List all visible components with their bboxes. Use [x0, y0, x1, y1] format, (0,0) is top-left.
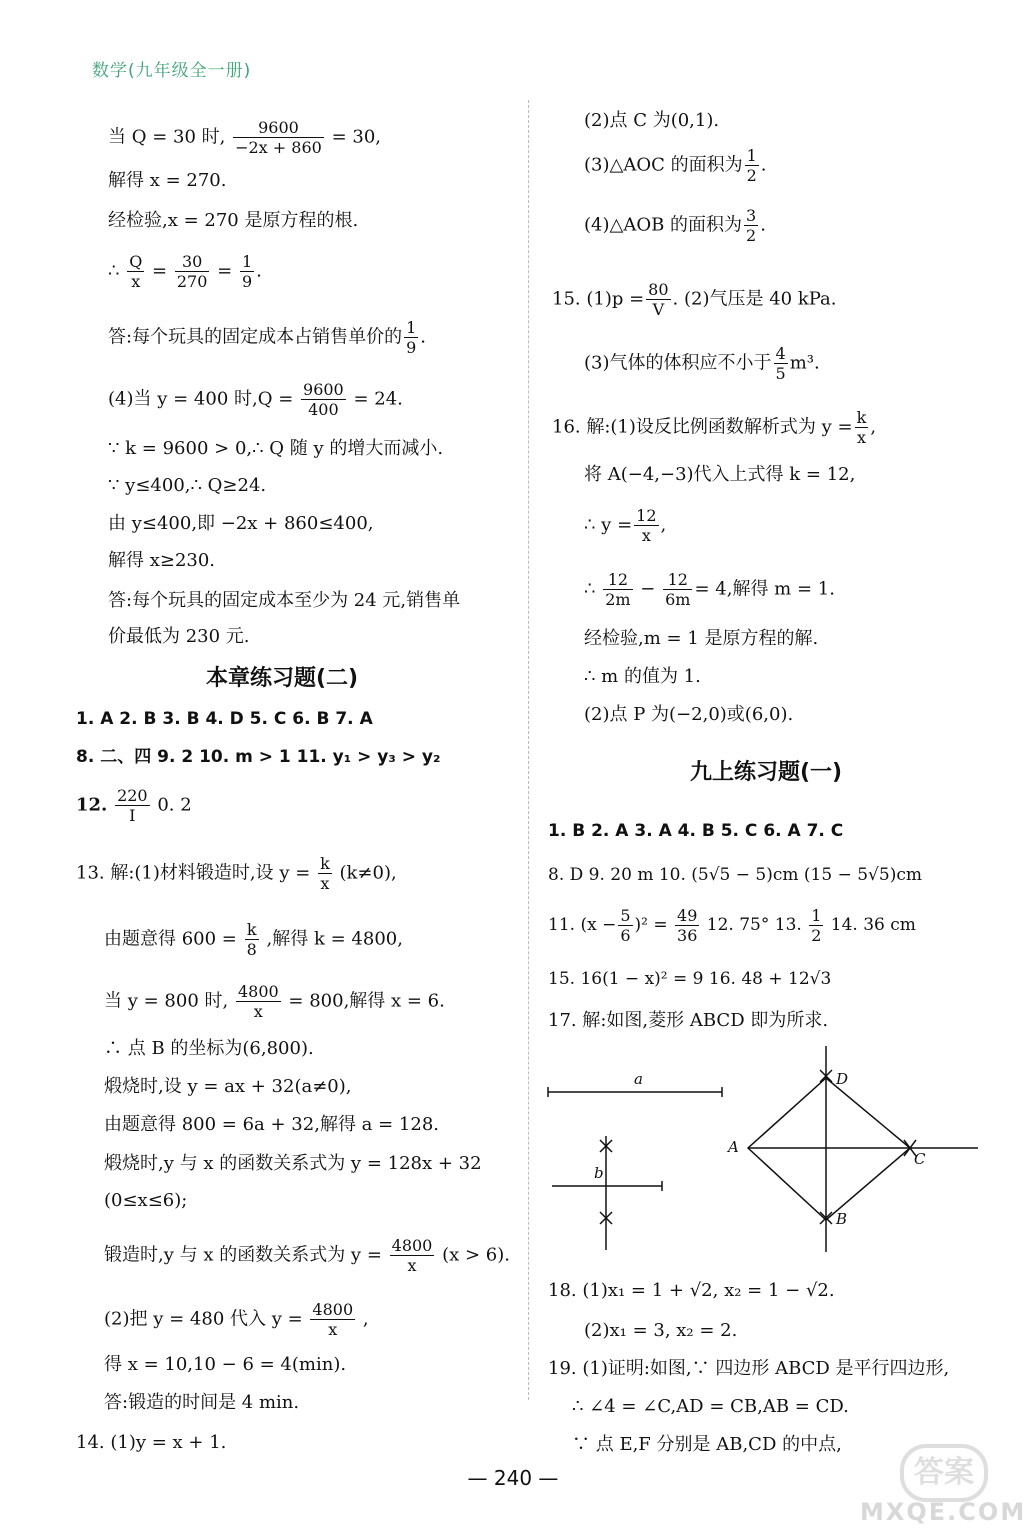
fraction — [236, 982, 281, 1021]
answer-line — [108, 380, 403, 419]
fraction — [634, 506, 658, 545]
text: 12. 75° 13. — [701, 915, 802, 935]
text: (3)△AOC 的面积为 — [584, 154, 743, 176]
watermark-logo — [860, 1440, 1026, 1530]
label-vertex-b: B — [836, 1210, 848, 1228]
text: )² = — [634, 915, 668, 935]
text: ,解得 k = 4800, — [266, 928, 403, 950]
answer-line — [584, 146, 767, 185]
page-header — [92, 56, 251, 81]
fraction — [240, 252, 254, 291]
answer-key-row: 1. A 2. B 3. B 4. D 5. C 6. B 7. A — [76, 709, 373, 729]
label-vertex-c: C — [914, 1150, 926, 1168]
answer-line: 经检验,m = 1 是原方程的解. — [584, 628, 819, 649]
denominator: 6 — [620, 926, 631, 945]
denominator: x — [131, 272, 141, 291]
text: (3)气体的体积应不小于 — [584, 352, 772, 374]
answer-line: 解得 x≥230. — [108, 550, 216, 571]
fraction — [127, 252, 144, 291]
fraction — [663, 570, 692, 609]
text: 11. (x − — [548, 915, 617, 935]
text: 锻造时,y 与 x 的函数关系式为 y = — [104, 1244, 382, 1266]
numerator: 80 — [648, 280, 669, 299]
answer-line: ∴ 点 B 的坐标为(6,800). — [104, 1038, 314, 1059]
denominator: x — [856, 428, 866, 447]
text: = 30, — [331, 126, 381, 148]
numerator: 1 — [746, 146, 757, 165]
fraction — [744, 206, 758, 245]
denominator: 400 — [308, 400, 339, 419]
answer-line: 19. (1)证明:如图,∵ 四边形 ABCD 是平行四边形, — [548, 1358, 950, 1379]
denominator: I — [129, 806, 136, 825]
answer-line: ∵ k = 9600 > 0,∴ Q 随 y 的增大而减小. — [108, 438, 444, 459]
numerator: k — [856, 408, 867, 427]
text: . — [760, 214, 766, 236]
answer-line: ∵ 点 E,F 分别是 AB,CD 的中点, — [572, 1434, 842, 1455]
answer-line: 17. 解:如图,菱形 ABCD 即为所求. — [548, 1010, 829, 1031]
denominator: 36 — [677, 926, 698, 945]
fraction — [115, 786, 150, 825]
text: = 800,解得 x = 6. — [288, 990, 445, 1012]
denominator: V — [652, 300, 665, 319]
header-subject: 数学 — [92, 61, 128, 81]
denominator: 5 — [775, 364, 786, 383]
column-divider — [528, 100, 529, 1400]
denominator: 270 — [176, 272, 208, 291]
answer-line — [584, 206, 766, 245]
numerator: 1 — [241, 252, 253, 271]
label-b: b — [594, 1164, 604, 1182]
answer-line: 由 y≤400,即 −2x + 860≤400, — [108, 513, 374, 534]
answer-line: ∵ y≤400,∴ Q≥24. — [108, 475, 267, 496]
watermark-glyph: 答案 — [900, 1444, 988, 1502]
fraction — [618, 906, 632, 945]
answer-line — [104, 982, 445, 1021]
answer-line: ∴ m 的值为 1. — [584, 666, 701, 687]
numerator: 12 — [663, 570, 692, 590]
text: ∴ y = — [584, 514, 633, 536]
text: . — [256, 260, 262, 282]
denominator: x — [320, 874, 330, 893]
answer-line: 由题意得 800 = 6a + 32,解得 a = 128. — [104, 1114, 439, 1135]
answer-line: 煅烧时,y 与 x 的函数关系式为 y = 128x + 32 — [104, 1153, 482, 1174]
fraction — [318, 854, 332, 893]
text: 14. 36 cm — [825, 915, 916, 935]
fraction — [404, 318, 418, 357]
numerator: 30 — [175, 252, 210, 272]
answer-line — [108, 252, 262, 291]
denominator: 8 — [246, 940, 257, 959]
label-a: a — [634, 1070, 643, 1088]
numerator: 9600 — [303, 380, 344, 399]
fraction — [855, 408, 869, 447]
fraction — [175, 252, 210, 291]
numerator: 4 — [775, 344, 786, 363]
rhombus-construction-figure — [540, 1040, 990, 1262]
numerator: k — [245, 920, 259, 940]
fraction — [675, 906, 699, 945]
text: = 24. — [353, 388, 403, 410]
answer-line: 煅烧时,设 y = ax + 32(a≠0), — [104, 1076, 352, 1097]
watermark-text: MXQE.COM — [860, 1498, 1026, 1526]
answer-line: (0≤x≤6); — [104, 1190, 188, 1211]
text: m³. — [789, 352, 820, 374]
label-vertex-d: D — [836, 1070, 849, 1088]
text: ∴ — [584, 578, 596, 600]
numerator: 9600 — [233, 118, 324, 138]
text: 13. 解:(1)材料锻造时,设 y = — [76, 862, 311, 884]
denominator: x — [253, 1002, 263, 1021]
fraction — [603, 570, 632, 609]
answer-line: 将 A(−4,−3)代入上式得 k = 12, — [584, 464, 856, 485]
text: 当 y = 800 时, — [104, 990, 229, 1012]
fraction — [774, 344, 788, 383]
text: . (2)气压是 40 kPa. — [672, 288, 837, 310]
section-title: 本章练习题(二) — [206, 666, 359, 691]
answer-line: 解得 x = 270. — [108, 170, 227, 191]
text: ∴ — [108, 260, 120, 282]
fraction — [301, 380, 346, 419]
text: 16. 解:(1)设反比例函数解析式为 y = — [552, 416, 853, 438]
numerator: 1 — [406, 318, 417, 337]
text: − — [640, 578, 656, 600]
answer-line — [104, 920, 403, 959]
answer-line: 答:每个玩具的固定成本至少为 24 元,销售单 — [108, 590, 461, 611]
text: 当 Q = 30 时, — [108, 126, 226, 148]
answer-key-row — [548, 906, 916, 945]
text: 由题意得 600 = — [104, 928, 237, 950]
denominator: 2m — [605, 590, 631, 609]
denominator: x — [407, 1256, 417, 1275]
text: (4)当 y = 400 时,Q = — [108, 388, 294, 410]
page-number: — 240 — — [467, 1466, 559, 1490]
answer-line: 答:锻造的时间是 4 min. — [104, 1392, 300, 1413]
answer-line: (2)点 P 为(−2,0)或(6,0). — [584, 704, 794, 725]
answer-line: (2)点 C 为(0,1). — [584, 110, 720, 131]
denominator: 2 — [811, 926, 822, 945]
answer-key-row: 8. 二、四 9. 2 10. m > 1 11. y₁ > y₃ > y₂ — [76, 747, 441, 767]
numerator: 4800 — [391, 1236, 433, 1255]
text: 15. (1)p = — [552, 288, 645, 310]
text: (k≠0), — [339, 862, 397, 884]
text: = — [152, 260, 168, 282]
numerator: 5 — [620, 906, 631, 925]
numerator: 12 — [636, 506, 657, 525]
answer-line — [584, 570, 835, 609]
numerator: 3 — [746, 206, 757, 225]
text: 0. 2 — [157, 794, 192, 816]
text: (4)△AOB 的面积为 — [584, 214, 743, 236]
label-vertex-a: A — [728, 1138, 739, 1156]
answer-key-row: 8. D 9. 20 m 10. (5√5 − 5)cm (15 − 5√5)cm — [548, 865, 922, 885]
denominator: 2 — [746, 226, 757, 245]
denominator: 6m — [665, 590, 691, 609]
numerator: k — [320, 854, 330, 873]
text: = 4,解得 m = 1. — [694, 578, 835, 600]
fraction — [245, 920, 259, 959]
answer-line: 18. (1)x₁ = 1 + √2, x₂ = 1 − √2. — [548, 1280, 835, 1301]
answer-line: 得 x = 10,10 − 6 = 4(min). — [104, 1354, 347, 1375]
text: = — [217, 260, 233, 282]
numerator: Q — [129, 252, 143, 271]
text: , — [362, 1308, 369, 1330]
answer-key-row — [76, 786, 192, 825]
denominator: x — [328, 1320, 338, 1339]
fraction — [646, 280, 670, 319]
numerator: 49 — [677, 906, 698, 925]
numerator: 220 — [117, 786, 148, 805]
denominator: x — [641, 526, 651, 545]
section-title: 九上练习题(一) — [690, 760, 843, 785]
answer-line — [552, 408, 876, 447]
answer-line: (2)x₁ = 3, x₂ = 2. — [584, 1320, 738, 1341]
answer-line — [584, 506, 666, 545]
denominator: 2 — [746, 166, 757, 185]
answer-line — [104, 1236, 510, 1275]
denominator: −2x + 860 — [235, 138, 322, 157]
text: 答:每个玩具的固定成本占销售单价的 — [108, 326, 403, 348]
fraction — [390, 1236, 435, 1275]
text: (2)把 y = 480 代入 y = — [104, 1308, 303, 1330]
answer-key-row: 15. 16(1 − x)² = 9 16. 48 + 12√3 — [548, 969, 832, 989]
fraction — [745, 146, 759, 185]
text: . — [420, 326, 426, 348]
denominator: 9 — [241, 272, 253, 291]
denominator: 9 — [406, 338, 417, 357]
answer-line — [584, 344, 820, 383]
fraction — [809, 906, 823, 945]
numerator: 1 — [811, 906, 822, 925]
answer-line — [76, 854, 397, 893]
text: . — [760, 154, 767, 176]
fraction — [233, 118, 324, 157]
answer-line — [552, 280, 836, 319]
answer-key-row: 1. B 2. A 3. A 4. B 5. C 6. A 7. C — [548, 821, 844, 841]
header-grade: (九年级全一册) — [128, 61, 252, 81]
answer-line: ∴ ∠4 = ∠C,AD = CB,AB = CD. — [572, 1396, 849, 1417]
numerator: 12 — [603, 570, 632, 590]
text: (x > 6). — [442, 1244, 510, 1266]
text: , — [660, 514, 667, 536]
answer-line: 价最低为 230 元. — [108, 626, 250, 647]
answer-line: 经检验,x = 270 是原方程的根. — [108, 210, 359, 231]
question-number: 12. — [76, 794, 108, 816]
answer-line — [104, 1300, 369, 1339]
fraction — [310, 1300, 355, 1339]
answer-line — [108, 318, 426, 357]
text: , — [870, 416, 877, 438]
answer-line: 14. (1)y = x + 1. — [76, 1432, 227, 1453]
numerator: 4800 — [237, 982, 279, 1001]
rhombus-abcd — [748, 1078, 910, 1220]
numerator: 4800 — [312, 1300, 354, 1319]
answer-line — [108, 118, 381, 157]
